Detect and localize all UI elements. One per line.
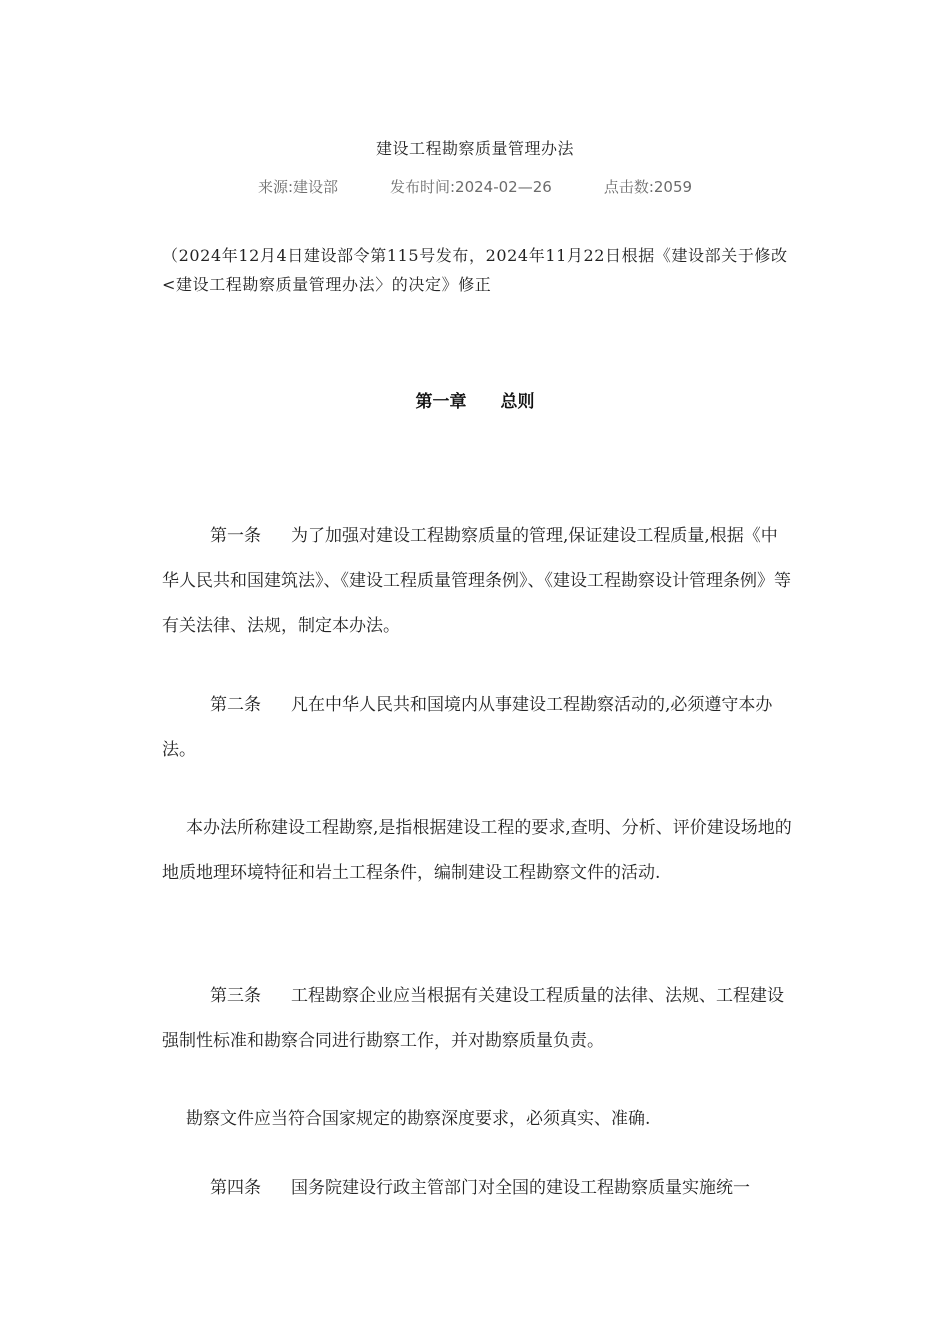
article-label: 第一条 xyxy=(210,526,261,546)
article-text: 凡在中华人民共和国境内从事建设工程勘察活动的,必须遵守本办法。 xyxy=(162,695,773,760)
article-2-paragraph-2 xyxy=(162,806,792,896)
chapter-number: 第一章 xyxy=(415,392,467,412)
chapter-heading xyxy=(0,387,950,412)
article-text: 工程勘察企业应当根据有关建设工程质量的法律、法规、工程建设强制性标准和勘察合同进行勘察工作，并对勘察质量负责。 xyxy=(162,986,784,1051)
document-title: 建设工程勘察质量管理办法 xyxy=(375,139,574,158)
publish-date: 发布时间:2024-02—26 xyxy=(390,178,552,196)
hit-count: 点击数:2059 xyxy=(603,178,693,196)
article-label: 第四条 xyxy=(210,1178,261,1198)
article-label: 第二条 xyxy=(210,695,261,715)
chapter-name: 总则 xyxy=(500,392,535,412)
article-2 xyxy=(162,683,792,773)
article-text: 勘察文件应当符合国家规定的勘察深度要求，必须真实、准确. xyxy=(186,1109,651,1129)
article-4 xyxy=(162,1166,792,1211)
document-meta xyxy=(0,176,950,197)
article-label: 第三条 xyxy=(210,986,261,1006)
amendment-note: （2024年12月4日建设部令第115号发布，2024年11月22日根据《建设部关于修改<建设工程勘察质量管理办法〉的决定》修正 xyxy=(162,246,788,294)
article-text: 国务院建设行政主管部门对全国的建设工程勘察质量实施统一 xyxy=(291,1178,750,1198)
article-text: 为了加强对建设工程勘察质量的管理,保证建设工程质量,根据《中华人民共和国建筑法》、《建设工程质量管理条例》、《建设工程勘察设计管理条例》等有关法律、法规，制定本办法。 xyxy=(162,526,791,636)
article-text: 本办法所称建设工程勘察,是指根据建设工程的要求,查明、分析、评价建设场地的地质地理环境特征和岩土工程条件，编制建设工程勘察文件的活动. xyxy=(162,818,792,883)
article-3 xyxy=(162,974,792,1064)
source-label: 来源:建设部 xyxy=(257,178,338,196)
article-3-paragraph-2 xyxy=(162,1097,792,1142)
article-1 xyxy=(162,514,792,649)
